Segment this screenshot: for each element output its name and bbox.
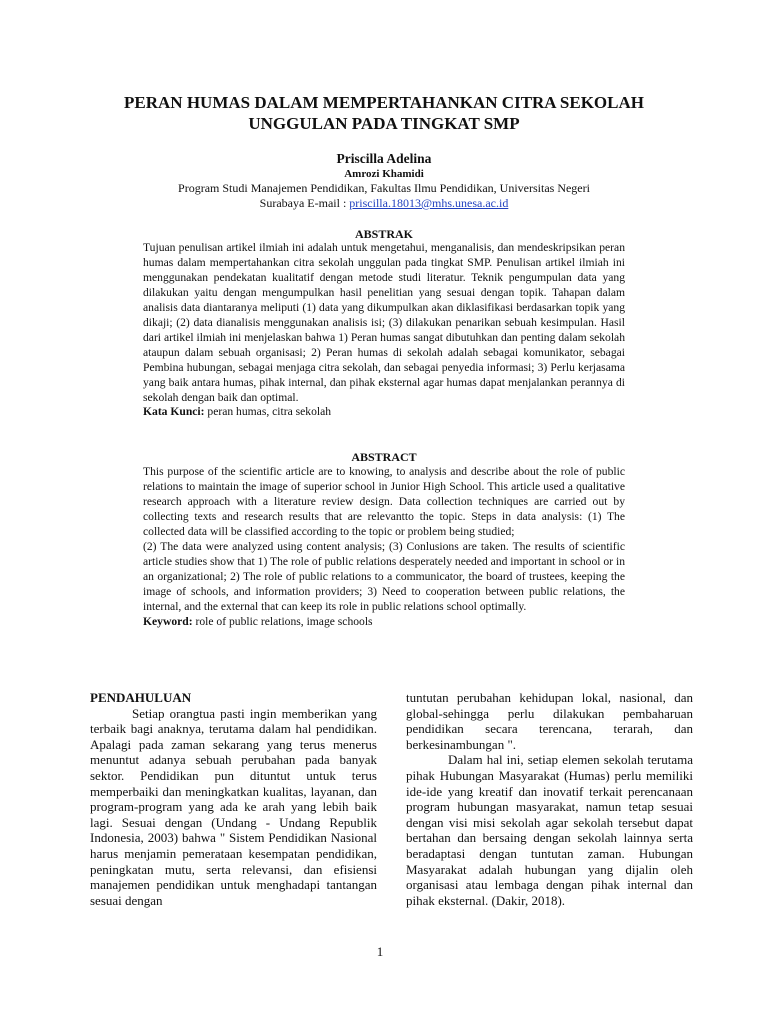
abstrak-keyword-text: peran humas, citra sekolah — [204, 405, 332, 419]
right-column-paragraph-2: Dalam hal ini, setiap elemen sekolah terutama pihak Hubungan Masyarakat (Humas) perlu memiliki ide-ide yang kreatif dan inovatif terkait perencanaan program hubungan masyarakat, namun tetap sesuai dengan visi misi sekolah agar sekolah tersebut dapat bertahan dan bersaing dengan sekolah lainnya serta beradaptasi dengan tuntutan zaman. Hubungan Masyarakat adalah hubungan yang dijalin oleh organisasi atau lembaga dengan pihak internal dan pihak eksternal. (Dakir, 2018). — [406, 752, 693, 908]
abstract-keywords — [143, 615, 625, 630]
abstract-heading: ABSTRACT — [351, 450, 417, 464]
title-line-2: UNGGULAN PADA TINGKAT SMP — [248, 114, 520, 133]
abstrak-body: Tujuan penulisan artikel ilmiah ini adalah untuk mengetahui, menganalisis, dan mendeskripsikan peran humas dalam mempertahankan citra sekolah unggulan pada tingkat SMP. Penulisan artikel ilmiah ini menggunakan pendekatan kualitatif dengan metode studi literatur. Teknik pengumpulan data yang dilakukan yaitu dengan mengumpulkan hasil penelitian yang sesuai dengan topik. Tahapan dalam analisis data diantaranya meliputi (1) data yang dikumpulkan akan diklasifikasi berdasarkan topik yang dikaji; (2) data dianalisis menggunakan analisis isi; (3) dilakukan penarikan sebuah kesimpulan. Hasil dari artikel ilmiah ini menjelaskan bahwa 1) Peran humas sangat dibutuhkan dan penting dalam sekolah ataupun dalam sebuah organisasi; 2) Peran humas di sekolah adalah sebagai komunikator, sebagai Pembina hubungan, sebagai menjaga citra sekolah, dan sebagai penyedia informasi; 3) Perlu kerjasama yang baik antara humas, pihak internal, dan pihak eksternal agar humas dapat menjalankan perannya di sekolah dengan baik dan optimal. — [143, 241, 625, 404]
paper-title — [60, 92, 708, 134]
affiliation-line: Program Studi Manajemen Pendidikan, Fakultas Ilmu Pendidikan, Universitas Negeri — [178, 181, 590, 195]
abstrak-block — [143, 241, 625, 420]
title-line-1: PERAN HUMAS DALAM MEMPERTAHANKAN CITRA SEKOLAH — [124, 93, 644, 112]
abstrak-keyword-label: Kata Kunci: — [143, 405, 205, 419]
email-prefix: Surabaya E-mail : — [259, 196, 350, 210]
abstract-block — [143, 465, 625, 629]
abstract-body-1: This purpose of the scientific article are to knowing, to analysis and describe about the role of public relations to maintain the image of superior school in Junior High School. This article used a qualitative research approach with a literature review design. Data collection techniques are carried out by collecting texts and research results that are relevantto the topic. Steps in data analysis: (1) The collected data will be classified according to the topic or problem being studied; — [143, 465, 625, 538]
email-line — [60, 196, 708, 211]
author-second: Amrozi Khamidi — [344, 168, 424, 180]
right-column — [406, 690, 693, 908]
left-column-paragraph: Setiap orangtua pasti ingin memberikan yang terbaik bagi anaknya, terutama dalam hal pendidikan. Apalagi pada zaman sekarang yang terus menerus menuntut adanya sebuah perubahan pada banyak sektor. Pendidikan pun dituntut untuk terus memperbaiki dan meningkatkan kualitas, layanan, dan program-program yang ada ke arah yang lebih baik lagi. Sesuai dengan (Undang - Undang Republik Indonesia, 2003) bahwa " Sistem Pendidikan Nasional harus menjamin pemerataan kesempatan pendidikan, peningkatan mutu, serta relevansi, dan efisiensi manajemen pendidikan untuk menghadapi tantangan sesuai dengan — [90, 705, 377, 908]
section-heading-pendahuluan: PENDAHULUAN — [90, 690, 192, 705]
abstract-body-2: (2) The data were analyzed using content analysis; (3) Conlusions are taken. The results of scientific article studies show that 1) The role of public relations desperately needed and important in school or in an organizational; 2) The role of public relations to a communicator, the board of trustees, keeping the image of schools, and information providers; 3) Need to cooperation between public relations, the internal, and the external that can keep its role in public relations school optimally. — [143, 539, 625, 613]
affiliation — [60, 181, 708, 211]
author-main: Priscilla Adelina — [336, 151, 432, 166]
abstrak-heading: ABSTRAK — [354, 227, 413, 241]
abstrak-keywords — [143, 405, 625, 420]
left-column — [90, 690, 377, 908]
abstract-keyword-label: Keyword: — [143, 614, 193, 628]
abstract-keyword-text: role of public relations, image schools — [192, 614, 373, 628]
email-link[interactable]: priscilla.18013@mhs.unesa.ac.id — [349, 196, 509, 210]
page-number: 1 — [376, 944, 384, 959]
right-column-paragraph-1: tuntutan perubahan kehidupan lokal, nasional, dan global-sehingga perlu dilakukan pembaharuan pendidikan secara terencana, terarah, dan berkesinambungan ". — [406, 690, 693, 752]
